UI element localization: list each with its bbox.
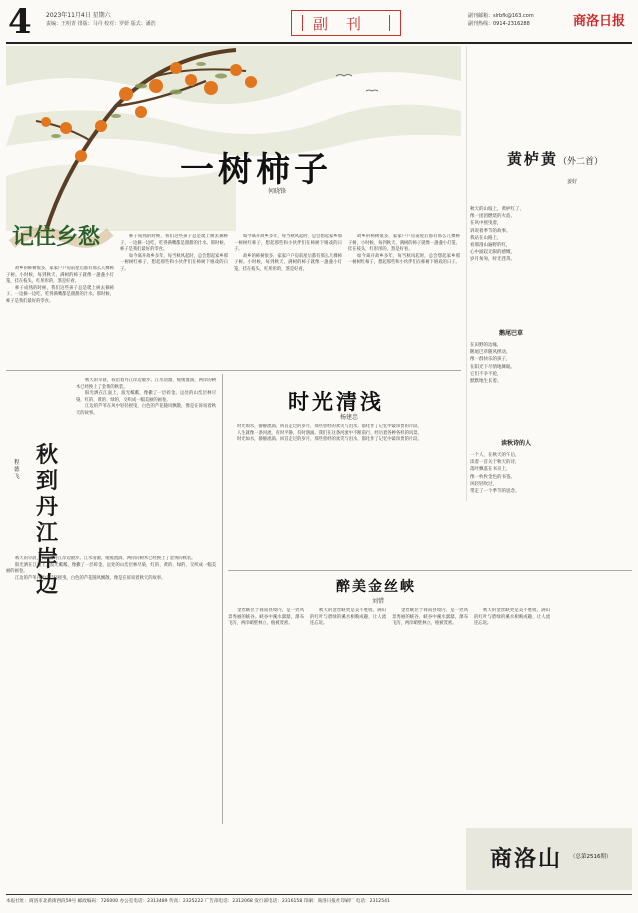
travel-divider — [228, 570, 632, 571]
paragraph: 故乡的柿树很多，家家户户房前屋后都有那么几棵柿子树。小时候，每到秋天，满树的柿子就像一盏盏小灯笼，挂在枝头，红彤彤的，煞是好看。 — [6, 266, 114, 285]
travel-title: 醉美金丝峡 — [336, 579, 416, 595]
paragraph: 秋天的早晨，我沿着丹江岸边散步。江水清澈，缓缓流淌，两岸的树木已经换上了金黄的秋装。 — [76, 378, 216, 390]
column-divider — [222, 374, 223, 824]
essay-title: 时光清浅 — [288, 389, 384, 414]
feature-column-1 — [6, 266, 114, 366]
editor-credits: 责编：王明青 排版：马丹 校对：罗妍 版式：潘浩 — [46, 21, 156, 27]
paragraph: 时光如水，静静流淌。回首走过的岁月，那些曾经的欢笑与泪水，都化作了记忆中最珍贵的片段。 — [237, 437, 422, 443]
paragraph: 柿子成熟的时候，我们这些孩子总是爬上树去摘柿子，一边摘一边吃，吃得满嘴都是甜甜的汁水。那时候，柿子是我们最好的零食。 — [6, 285, 114, 304]
footer-rule — [6, 894, 632, 895]
paragraph: 阳光洒在江面上，波光粼粼，像撒了一层碎金。远处的山峦层林尽染，红的、黄的、绿的，交织成一幅美丽的画卷。 — [76, 391, 216, 403]
issue-date: 2023年11月4日 星期六 — [46, 12, 111, 19]
paragraph: 金丝峡位于商南县境内，是一处风景秀丽的峡谷。峡谷中溪水潺潺，瀑布飞泻，两岸峭壁林立，植被茂密。 — [228, 608, 304, 627]
supplement-issue: （总第2516期） — [570, 854, 612, 860]
paragraph: 故乡的柿树很多，家家户户房前屋后都有那么几棵柿子树。小时候，每到秋天，满树的柿子就像一盏盏小灯笼，挂在枝头，红彤彤的，煞是好看。 — [348, 234, 460, 253]
travel-text — [228, 608, 632, 824]
paragraph: 秋天的金丝峡更是美不胜收，满山的红叶与碧绿的溪水相映成趣，让人流连忘返。 — [474, 608, 550, 627]
essay-author: 杨建忠 — [340, 414, 359, 421]
paragraph: 金丝峡位于商南县境内，是一处风景秀丽的峡谷。峡谷中溪水潺潺，瀑布飞泻，两岸峭壁林立，植被茂密。 — [392, 608, 468, 627]
poem-1: 秋天的山坡上，黄栌红了， 像一团团燃烧的火焰， 在风中摇曳着， 诉说着季节的故事。 我站在山路上， 看那漫山遍野的红， 心中涌起无限的感慨， 岁月匆匆，时光荏苒。 — [470, 207, 524, 263]
poem-author: 姜好 — [567, 179, 578, 185]
page-header — [6, 4, 632, 42]
poem-title: 黄栌黄（外二首） — [507, 150, 604, 168]
supplement-name: 商洛山 — [490, 846, 563, 872]
paragraph: 江边的芦苇在风中轻轻摇曳，白色的芦花随风飘散，像是在诉说着秋天的故事。 — [76, 404, 216, 416]
footer-info: 本报社址：商洛市北新街西段59号 邮政编码：726000 办公室电话：2313489 传真：2325222 广告部电话：2312068 发行部电话：2316158 印刷：商洛日报社印刷厂 电话：2312541 — [6, 899, 390, 904]
poem-column — [466, 46, 632, 501]
paragraph: 秋天的早晨，我沿着丹江岸边散步。江水清澈，缓缓流淌，两岸的树木已经换上了金黄的秋装。 — [15, 556, 196, 561]
poem-3-title: 读秋诗的人 — [501, 440, 532, 447]
feature-column-3 — [234, 234, 342, 366]
supplement-brand-box — [466, 828, 632, 890]
column2-title: 秋到丹江岸边 — [36, 442, 59, 598]
paragraph: 时光如水，静静流淌。回首走过的岁月，那些曾经的欢笑与泪水，都化作了记忆中最珍贵的片段。 — [237, 424, 422, 429]
paragraph: 如今离开故乡多年，每当秋风起时，总会想起家乡那一树树红柿子，想起那些和小伙伴们在柿树下嬉戏的日子。 — [120, 253, 228, 272]
header-rule — [6, 42, 632, 44]
feature-column-4 — [348, 234, 460, 366]
column2-bottom-text — [6, 556, 216, 826]
poem-2: 在田野的边缘， 鹅尾巴草随风摆动， 像一群快乐的孩子， 在阳光下尽情地舞蹈。 它们不争不抢， 默默地生长着。 — [470, 343, 515, 385]
section-divider — [6, 370, 461, 371]
hotline-line: 副刊热线：0914-2316288 — [468, 21, 530, 27]
column2-top-text — [76, 378, 216, 553]
paragraph: 江边的芦苇在风中轻轻摇曳，白色的芦花随风飘散，像是在诉说着秋天的故事。 — [15, 575, 166, 581]
persimmon-tree-svg — [6, 46, 461, 231]
email-line: 副刊邮箱：slrbfk@163.com — [468, 13, 534, 19]
poem-2-title: 鹅尾巴草 — [499, 330, 524, 337]
newspaper-logo: 商洛日报 — [572, 13, 625, 29]
column-label-text: 记住乡愁 — [12, 224, 101, 250]
column-label — [6, 214, 116, 260]
travel-author: 刘惜 — [372, 598, 385, 605]
paragraph: 人生就像一条河流，有时平静，有时汹涌。我们在这条河流中不断前行，经历着各种各样的风景。 — [237, 430, 422, 436]
column2-author: 程德飞 — [14, 460, 20, 480]
feature-title: 一树柿子 — [180, 150, 332, 190]
feature-column-2 — [120, 234, 228, 366]
paragraph: 故乡的柿树很多，家家户户房前屋后都有那么几棵柿子树。小时候，每到秋天，满树的柿子就像一盏盏小灯笼，挂在枝头，红彤彤的，煞是好看。 — [234, 253, 342, 272]
paragraph: 阳光洒在江面上，波光粼粼，像撒了一层碎金。远处的山峦层林尽染，红的、黄的、绿的，交织成一幅美丽的画卷。 — [6, 562, 216, 575]
paragraph: 秋天的金丝峡更是美不胜收，满山的红叶与碧绿的溪水相映成趣，让人流连忘返。 — [310, 608, 386, 627]
paragraph: 如今离开故乡多年，每当秋风起时，总会想起家乡那一树树红柿子，想起那些和小伙伴们在柿树下嬉戏的日子。 — [348, 253, 460, 266]
feature-author: 何晓锋 — [268, 188, 287, 195]
section-title: 副刊 — [291, 10, 401, 36]
poem-3: 一个人，在秋天的午后， 读着一首关于秋天的诗， 落叶飘落在书页上， 像一枚枚金色的书签。 风轻轻吹过， 带走了一个季节的思念。 — [470, 453, 520, 495]
page-number: 4 — [8, 2, 32, 42]
paragraph: 如今离开故乡多年，每当秋风起时，总会想起家乡那一树树红柿子，想起那些和小伙伴们在柿树下嬉戏的日子。 — [234, 234, 342, 253]
essay-text — [228, 424, 460, 564]
persimmon-illustration — [6, 46, 461, 231]
paragraph: 柿子成熟的时候，我们这些孩子总是爬上树去摘柿子，一边摘一边吃，吃得满嘴都是甜甜的汁水。那时候，柿子是我们最好的零食。 — [120, 234, 228, 253]
